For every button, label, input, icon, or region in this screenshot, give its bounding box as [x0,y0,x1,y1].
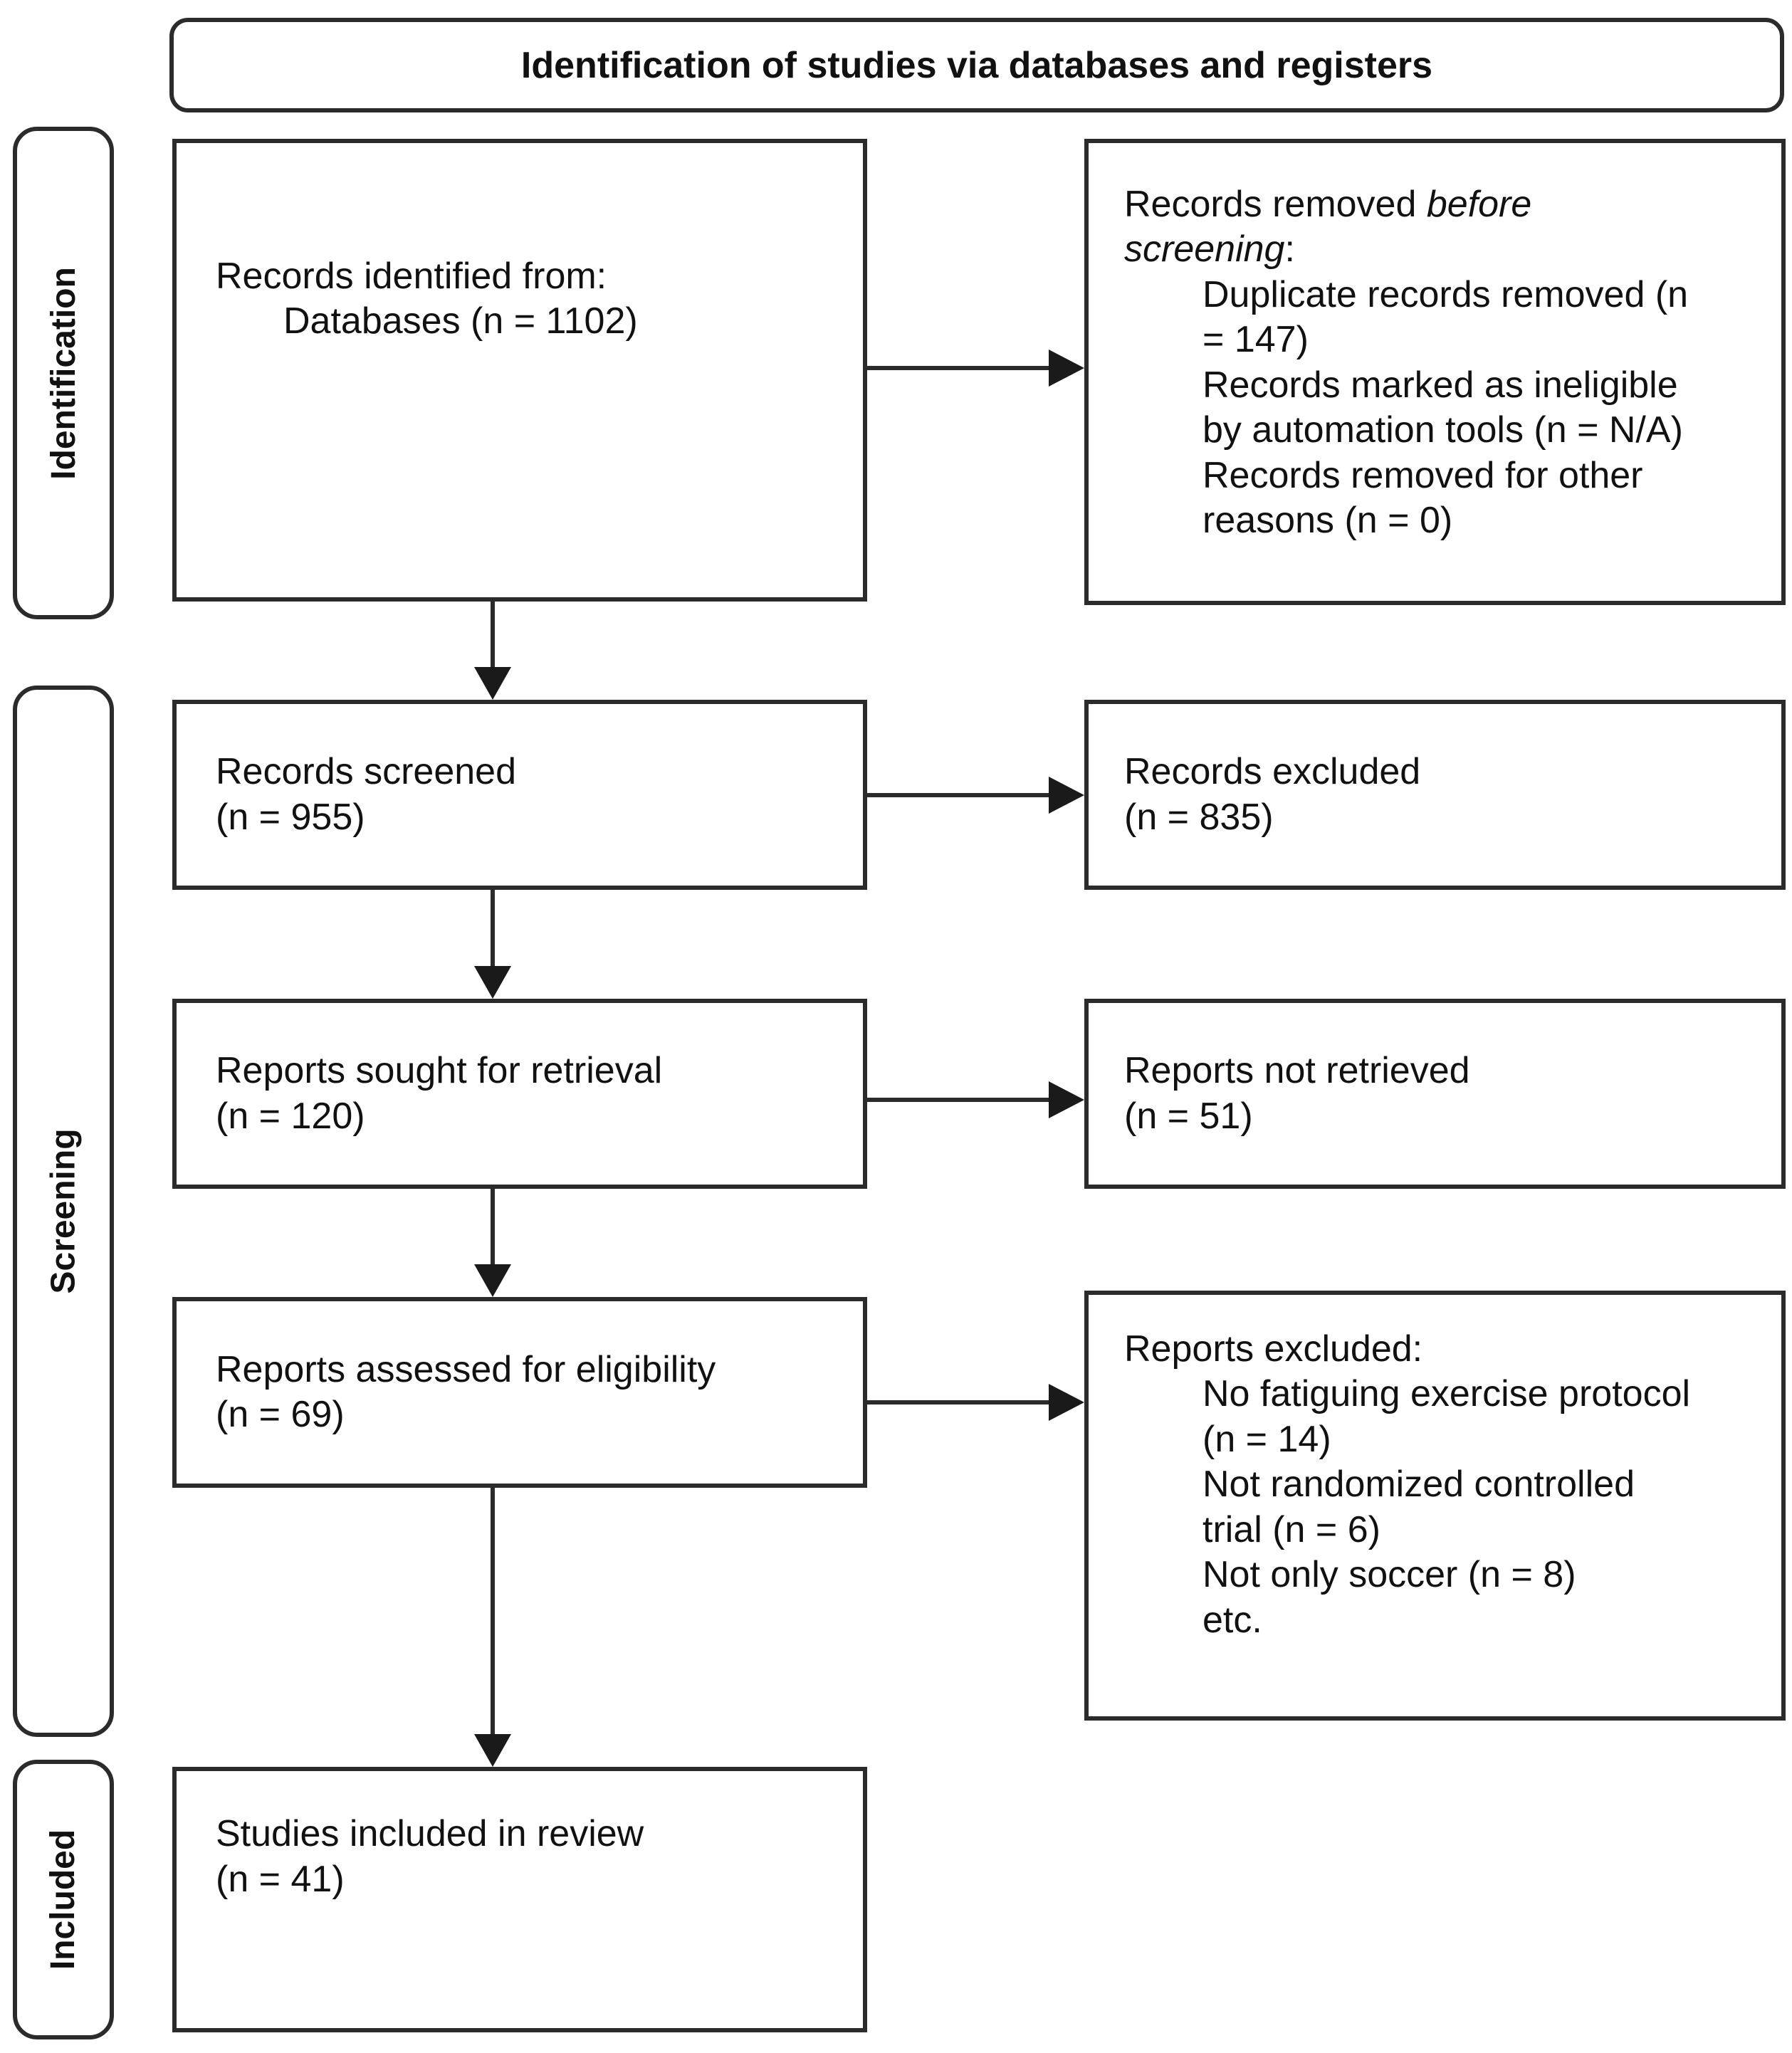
arrow-assessed-to-included [474,1488,511,1767]
arrow-sought-to-assessed [474,1189,511,1297]
records-removed-item-duplicates: Duplicate records removed (n = 147) [1202,273,1689,361]
reports-not-retrieved-count: (n = 51) [1124,1095,1253,1137]
arrow-assessed-to-reports-excluded [867,1384,1084,1421]
stage-label-included [13,1760,114,2039]
arrow-shaft [867,366,1051,370]
arrowhead-down-icon [474,966,511,999]
records-excluded-line1: Records excluded [1124,751,1421,793]
reports-excluded-header: Reports excluded: [1124,1328,1423,1370]
title-box [169,18,1784,112]
reports-excluded-item-rct: Not randomized controlled trial (n = 6) [1202,1464,1635,1550]
arrowhead-right-icon [1049,1384,1084,1421]
arrow-shaft [867,793,1051,797]
reports-not-retrieved-line1: Reports not retrieved [1124,1050,1470,1092]
reports-excluded-item-protocol: No fatiguing exercise protocol (n = 14) [1202,1373,1691,1460]
stage-label-included-text: Included [44,1829,83,1970]
records-removed-intro [1124,182,1703,273]
records-removed-intro-prefix: Records removed [1124,184,1427,225]
arrowhead-right-icon [1049,777,1084,814]
arrow-screened-to-excluded [867,777,1084,814]
reports-sought-line1: Reports sought for retrieval [216,1050,663,1092]
box-records-identified [172,139,867,602]
records-screened-count: (n = 955) [216,796,365,838]
records-identified-line2: Databases (n = 1102) [283,300,638,342]
arrowhead-down-icon [474,1734,511,1767]
arrow-identified-to-screened [474,602,511,700]
records-identified-line1: Records identified from: [216,255,607,297]
arrowhead-right-icon [1049,350,1084,387]
records-removed-item-other: Records removed for other reasons (n = 0) [1202,454,1643,542]
reports-excluded-item-etc: etc. [1202,1599,1262,1641]
reports-assessed-count: (n = 69) [216,1394,345,1435]
arrowhead-down-icon [474,1264,511,1297]
records-excluded-count: (n = 835) [1124,796,1274,838]
stage-label-screening-text: Screening [44,1128,83,1294]
arrow-shaft [867,1400,1051,1404]
studies-included-count: (n = 41) [216,1858,345,1900]
arrow-shaft [867,1098,1051,1102]
studies-included-line1: Studies included in review [216,1813,644,1855]
records-removed-intro-suffix: : [1284,229,1295,271]
box-records-screened [172,700,867,890]
arrow-sought-to-not-retrieved [867,1081,1084,1118]
arrowhead-right-icon [1049,1081,1084,1118]
stage-label-screening [13,686,114,1737]
box-records-excluded [1084,700,1786,890]
diagram-title: Identification of studies via databases and registers [520,44,1433,86]
arrow-shaft [491,602,495,668]
stage-label-identification [13,127,114,619]
box-reports-sought [172,999,867,1189]
reports-sought-count: (n = 120) [216,1095,365,1137]
reports-excluded-item-soccer: Not only soccer (n = 8) [1202,1554,1576,1596]
arrow-shaft [491,1488,495,1736]
arrow-shaft [491,1189,495,1266]
records-removed-intro-italic: before screening [1124,184,1532,271]
records-removed-item-automation: Records marked as ineligible by automation tools (n = N/A) [1202,364,1683,451]
box-reports-not-retrieved [1084,999,1786,1189]
box-studies-included [172,1767,867,2032]
records-screened-line1: Records screened [216,751,516,793]
reports-assessed-line1: Reports assessed for eligibility [216,1348,716,1390]
stage-label-identification-text: Identification [44,266,83,480]
arrow-shaft [491,890,495,967]
box-records-removed-before-screening [1084,139,1786,605]
box-reports-excluded [1084,1291,1786,1721]
arrow-identified-to-removed [867,350,1084,387]
arrow-screened-to-sought [474,890,511,999]
arrowhead-down-icon [474,667,511,700]
box-reports-assessed [172,1297,867,1488]
